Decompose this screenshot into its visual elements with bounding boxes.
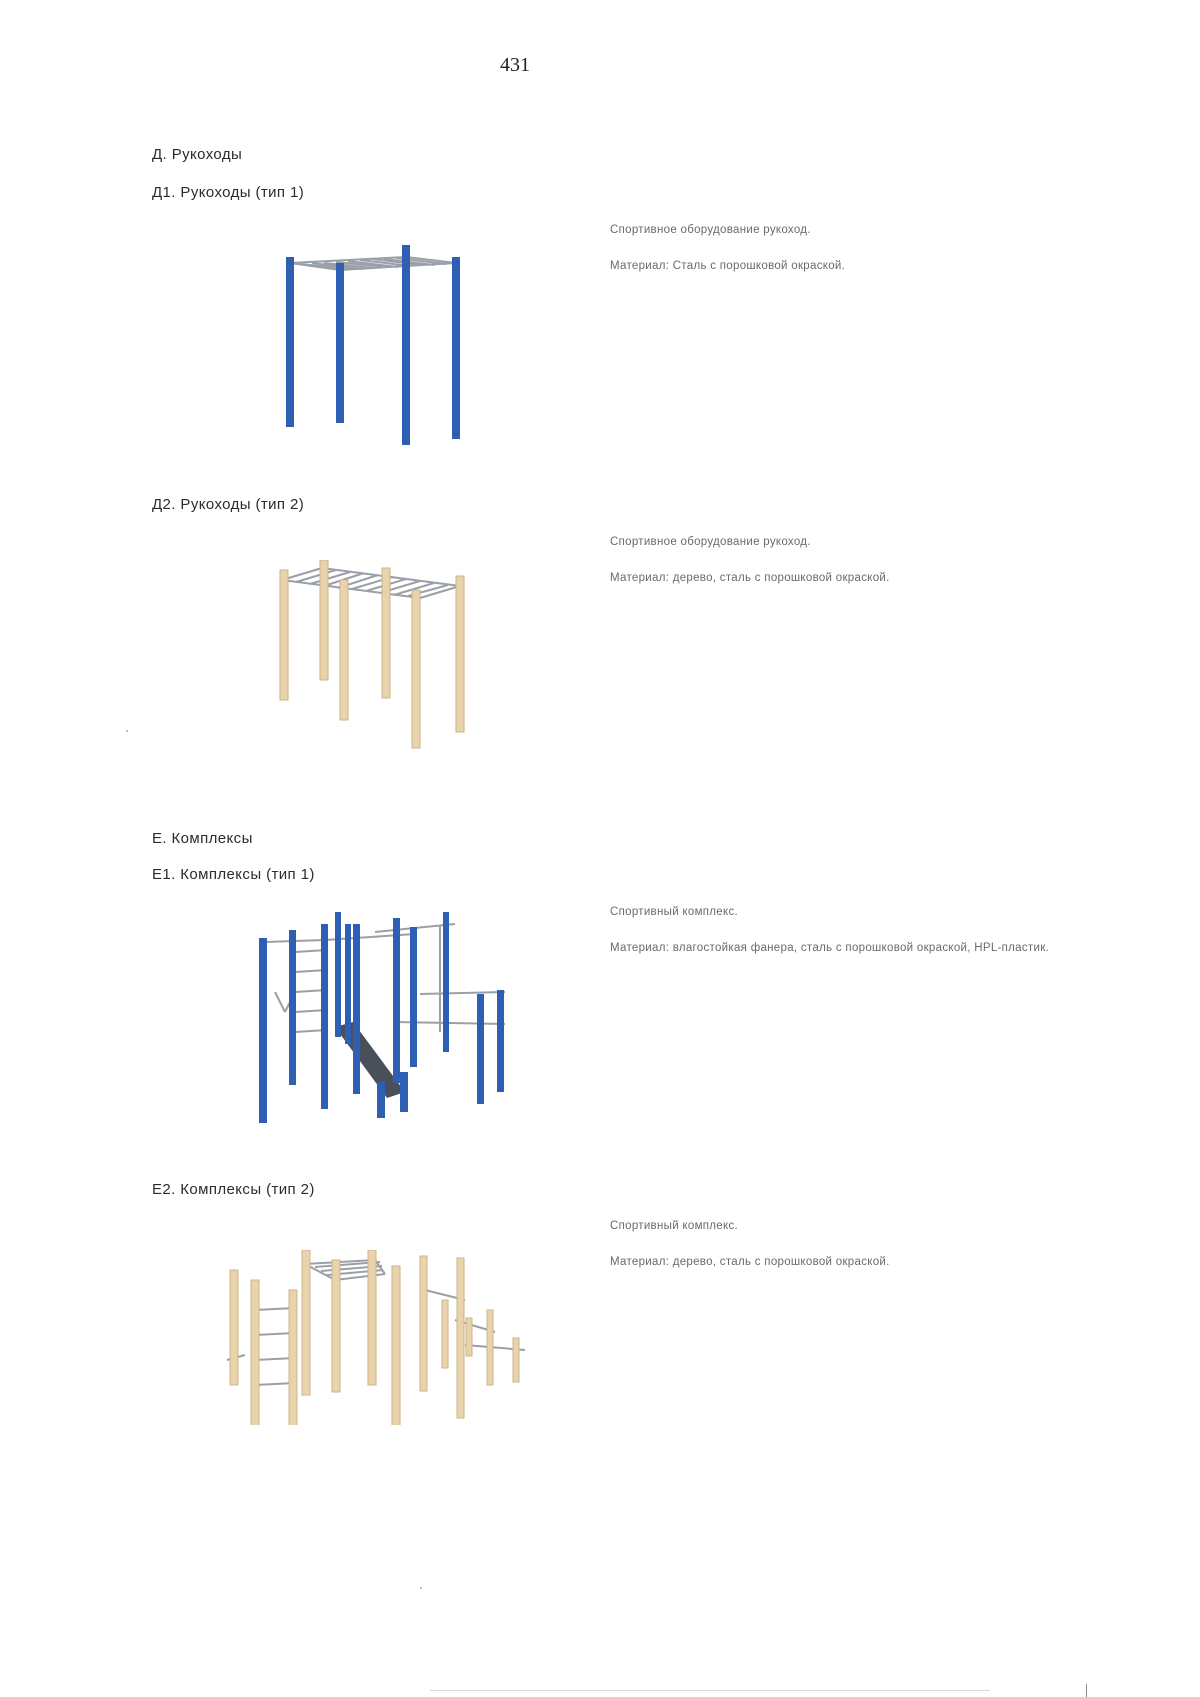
item-title-e1: Е1. Комплексы (тип 1) <box>152 866 315 883</box>
monkey-bars-wood-illustration <box>270 560 480 755</box>
footer-line <box>430 1690 990 1691</box>
item-title-d2: Д2. Рукоходы (тип 2) <box>152 496 305 513</box>
item-description-e1 <box>610 904 1050 976</box>
item-title-e2: Е2. Комплексы (тип 2) <box>152 1181 315 1198</box>
monkey-bars-steel-illustration <box>270 235 490 450</box>
item-desc-text: Спортивный комплекс. <box>610 1220 739 1232</box>
item-description-d1 <box>610 222 1050 294</box>
section-title-e: Е. Комплексы <box>152 830 253 847</box>
item-material-text: Материал: дерево, сталь с порошковой окраской. <box>610 572 890 584</box>
item-title-d1: Д1. Рукоходы (тип 1) <box>152 184 305 201</box>
item-material-text: Материал: Сталь с порошковой окраской. <box>610 260 846 272</box>
scan-speck <box>420 1587 422 1589</box>
item-desc-text: Спортивное оборудование рукоход. <box>610 536 811 548</box>
item-material-text: Материал: дерево, сталь с порошковой окраской. <box>610 1256 890 1268</box>
item-desc-text: Спортивный комплекс. <box>610 906 739 918</box>
section-title-d: Д. Рукоходы <box>152 146 243 163</box>
item-description-d2 <box>610 534 1050 606</box>
item-material-text: Материал: влагостойкая фанера, сталь с порошковой окраской, HPL-пластик. <box>610 942 1050 954</box>
item-description-e2 <box>610 1218 1050 1290</box>
sports-complex-steel-illustration <box>255 912 515 1127</box>
page-number: 431 <box>500 54 530 76</box>
footer-tick <box>1086 1684 1087 1697</box>
item-desc-text: Спортивное оборудование рукоход. <box>610 224 811 236</box>
scan-speck <box>126 730 128 732</box>
sports-complex-wood-illustration <box>225 1250 545 1425</box>
